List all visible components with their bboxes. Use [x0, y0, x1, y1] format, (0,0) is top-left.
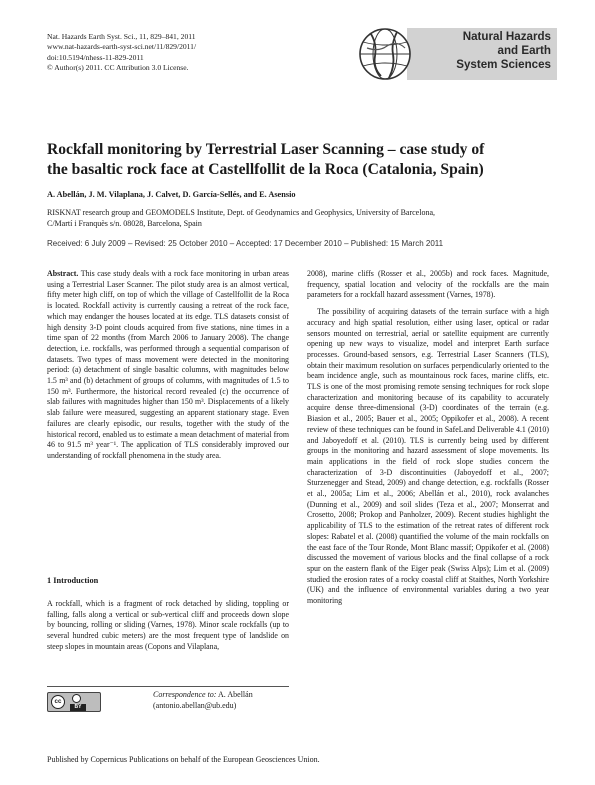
attribution-icon [72, 694, 81, 703]
abstract-text: This case study deals with a rock face monitoring in urban areas using a Terrestrial Laser Scanner. The pilot study area is an almost vertical, fifty meter high cliff, on top of which the village of Castellfollit de la Roca is located. Rockfall activity is currently causing a retreat of the rock face, which may endanger the houses located at its edge. TLS datasets consist of high density 3-D point clouds acquired from five stations, nine times in a time span of 22 months (from March 2006 to January 2008). The change detection, i.e. rockfalls, was performed through a sequential comparison of datasets. Two types of mass movement were detected in the monitoring period: (a) detachment of single basaltic columns, with magnitudes below 1.5 m³ and (b) detachment of groups of columns, with magnitudes of 1.5 to 150 m³. Furthermore, the historical record revealed (c) the occurrence of slab failures with magnitudes higher than 150 m³. Displacements of a likely slab failure were measured, suggesting an apparent stationary stage. Even failures are clearly episodic, our results, together with the study of the historical record, enabled us to estimate a mean detachment of material from 46 to 91.5 m³ year⁻¹. The application of TLS considerably improved our understanding of rockfall phenomena in the study area. [47, 269, 289, 460]
right-column [307, 269, 549, 749]
author-list: A. Abellán, J. M. Vilaplana, J. Calvet, D. García-Sellés, and E. Asensio [47, 190, 296, 199]
globe-logo-icon [357, 26, 413, 82]
journal-name: Natural Hazards and Earth System Sciences [456, 30, 551, 71]
cc-icon: cc [51, 695, 65, 709]
correspondence-name: A. Abellán [218, 690, 253, 699]
abstract-paragraph [47, 269, 289, 462]
article-doi[interactable]: doi:10.5194/nhess-11-829-2011 [47, 52, 144, 62]
correspondence [153, 689, 253, 711]
publication-history: Received: 6 July 2009 – Revised: 25 October 2010 – Accepted: 17 December 2010 – Published: 15 March 2011 [47, 239, 444, 248]
by-label: BY [70, 704, 86, 711]
license-notice: © Author(s) 2011. CC Attribution 3.0 License. [47, 63, 189, 73]
introduction-text: A rockfall, which is a fragment of rock detached by sliding, toppling or falling, falls along a vertical or sub-vertical cliff and proceeds down slope by bouncing, rolling or sliding (Varnes, 1978). Minor scale rockfalls (up to several hundred cubic meters) are the most frequent type of landslide on steep slopes in mountain areas (Copons and Vilaplana, [47, 599, 289, 651]
publisher-footer: Published by Copernicus Publications on behalf of the European Geosciences Union. [47, 755, 320, 764]
correspondence-email[interactable]: (antonio.abellan@ub.edu) [153, 701, 237, 710]
body-paragraph: 2008), marine cliffs (Rosser et al., 2005b) and rock faces. Magnitude, frequency, spatial location and velocity of the rockfalls are the main parameters for a rockfall hazard assessment (Varnes, 1978). [307, 269, 549, 300]
paper-title: Rockfall monitoring by Terrestrial Laser Scanning – case study of the basaltic rock face at Castellfollit de la Roca (Catalonia, Spain) [47, 141, 485, 178]
journal-logo [349, 24, 557, 82]
journal-reference: Nat. Hazards Earth Syst. Sci., 11, 829–841, 2011 [47, 32, 196, 41]
section-heading-introduction: 1 Introduction [47, 576, 99, 585]
article-url[interactable]: www.nat-hazards-earth-syst-sci.net/11/829/2011/ [47, 42, 197, 52]
footnote-divider [47, 686, 289, 687]
cc-license-badge[interactable] [47, 692, 101, 712]
affiliation: RISKNAT research group and GEOMODELS Institute, Dept. of Geodynamics and Geophysics, University of Barcelona, C/Martí i Franquès s/n. 08028, Barcelona, Spain [47, 208, 435, 229]
article-metadata [47, 32, 196, 74]
body-paragraph: The possibility of acquiring datasets of the terrain surface with a high accuracy and high spatial resolution, either using laser, optical or radar sensors mounted on terrestrial, aerial or satellite equipment are currently opening up new ways to visualize, model and interpret Earth surface processes. Ground-based sensors, e.g. Terrestrial Laser Scanners (TLS), obtain their maximum resolution on surfaces perpendicularly oriented to the beam incidence angle, such as mountainous rock faces, marine cliffs, etc. TLS is one of the most promising remote sensing techniques for rock slope characterization and monitoring because of its capability to accurately acquire dense three-dimensional (3-D) coordinates of the terrain (e.g. Biasion et al., 2005; Bauer et al., 2005; Oppikofer et al., 2008). A recent review of these techniques can be found in SafeLand Deliverable 4.1 (2010) and Jaboyedoff et al. (2010). TLS is currently being used by different groups in the monitoring and hazard assessment of slope movements. Its main applications in the field of rock slope studies concern the characterization of 3-D discontinuities (Jaboyedoff et al., 2007; Sturzenegger and Stead, 2009) and change detection, e.g. rockfalls (Rosser et al., 2005a; Lim et al., 2006; Abellán et al., 2010), rock avalanches (Dunning et al., 2009) and soil slides (Teza et al., 2007; Monserrat and Crosetto, 2008; Prokop and Panholzer, 2009). Recent studies highlight the applicability of TLS to the estimation of the retreat rates of different rock slopes: Rabatel et al. (2008) quantified the volume of the main rockfalls on the east face of the Tour Ronde, Mont Blanc massif; Oppikofer et al. (2008) discussed the movement of various blocks and the final collapse of a rock spur on the eastern flank of the Eiger peak (Swiss Alps); Lim et al. (2009) studied the erosion rates of a rocky coastal cliff at Staithes, North Yorkshire (UK) and the influence of environmental variables during a two year monitoring [307, 307, 549, 606]
abstract-label: Abstract. [47, 269, 79, 278]
correspondence-label: Correspondence to: [153, 690, 217, 699]
